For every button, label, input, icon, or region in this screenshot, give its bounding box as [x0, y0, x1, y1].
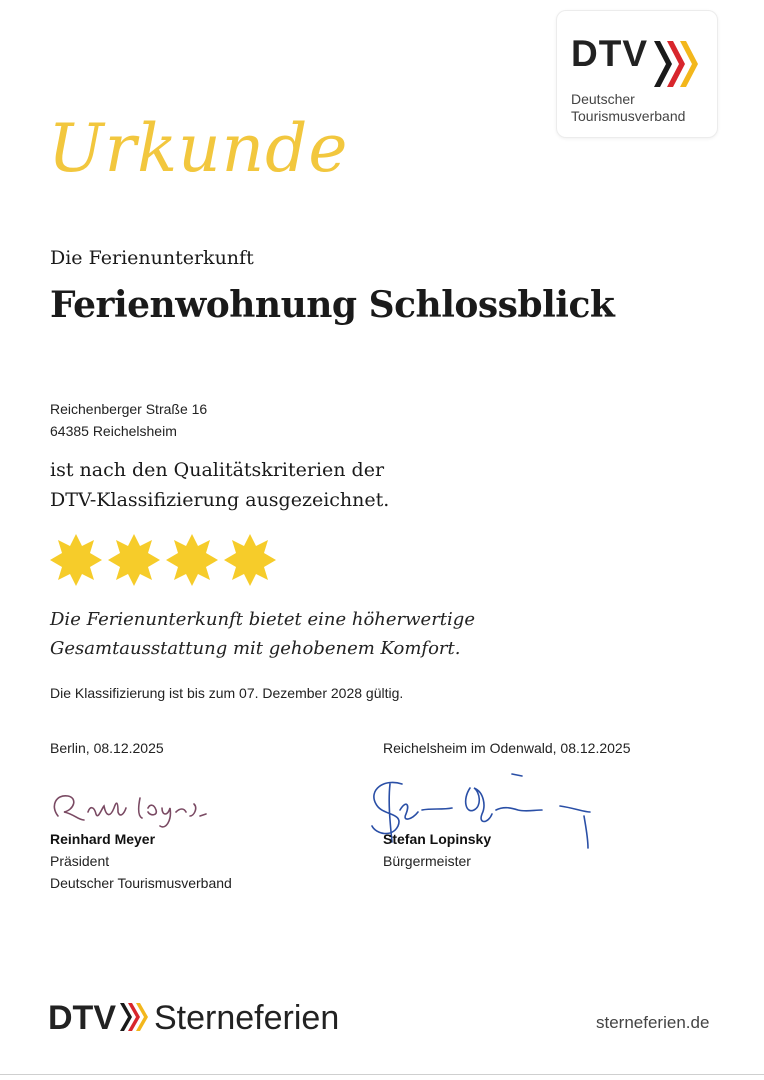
statement-line-1: ist nach den Qualitätskriterien der — [50, 459, 385, 481]
dtv-logo-line1: Deutscher — [571, 91, 635, 107]
right-place-date: Reichelsheim im Odenwald, 08.12.2025 — [383, 740, 631, 756]
dtv-logo-subtitle — [571, 91, 685, 125]
star-icon — [224, 534, 276, 586]
statement-line-2: DTV-Klassifizierung ausgezeichnet. — [50, 489, 390, 511]
rating-stars — [48, 530, 288, 590]
star-icon — [166, 534, 218, 586]
footer-chevrons-icon — [120, 1003, 148, 1031]
left-signatory-organization: Deutscher Tourismusverband — [50, 875, 232, 891]
star-icon — [50, 534, 102, 586]
left-signature — [44, 786, 214, 832]
validity-note: Die Klassifizierung ist bis zum 07. Dezember 2028 gültig. — [50, 685, 404, 701]
address-street: Reichenberger Straße 16 — [50, 401, 208, 417]
intro-text: Die Ferienunterkunft — [50, 247, 254, 269]
claim-line-2: Gesamtausstattung mit gehobenem Komfort. — [50, 638, 461, 659]
right-signatory-role: Bürgermeister — [383, 853, 471, 869]
footer-brand-name: Sterneferien — [154, 999, 340, 1037]
left-signatory-name: Reinhard Meyer — [50, 831, 156, 847]
right-signatory-name: Stefan Lopinsky — [383, 831, 492, 847]
certificate-title: Urkunde — [48, 110, 349, 187]
sterneferien-logo — [48, 993, 348, 1039]
star-icon — [108, 534, 160, 586]
property-name: Ferienwohnung Schlossblick — [50, 284, 615, 326]
footer-brand — [48, 993, 348, 1044]
footer-url[interactable]: sterneferien.de — [596, 1013, 710, 1032]
dtv-logo-mark: DTV — [571, 33, 648, 74]
dtv-logo-line2: Tourismusverband — [571, 108, 686, 124]
address-city: 64385 Reichelsheim — [50, 423, 177, 439]
claim-line-1: Die Ferienunterkunft bietet eine höherwertige — [50, 609, 475, 630]
bottom-divider — [0, 1074, 764, 1075]
dtv-logo-card — [556, 10, 718, 138]
footer-brand-mark: DTV — [48, 999, 116, 1037]
left-signatory-role: Präsident — [50, 853, 110, 869]
dtv-chevrons-icon — [652, 39, 704, 89]
left-place-date: Berlin, 08.12.2025 — [50, 740, 164, 756]
